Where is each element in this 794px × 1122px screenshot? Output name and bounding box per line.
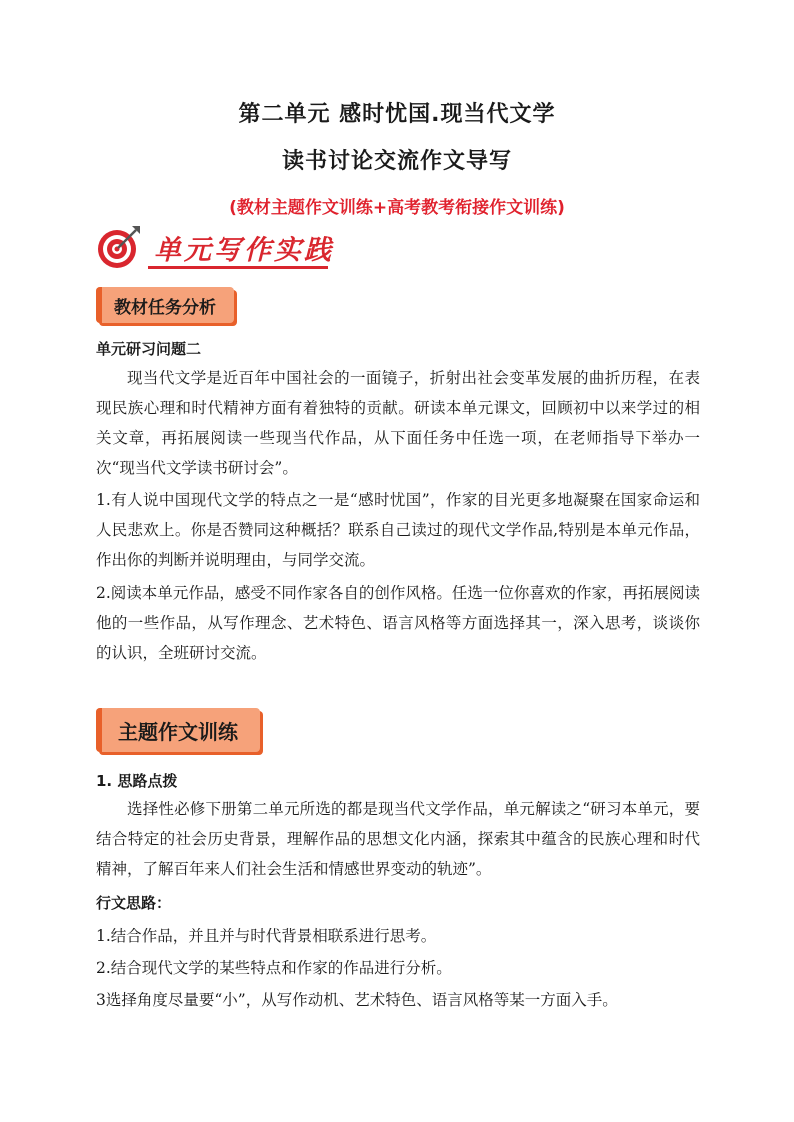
section-tag-textbook-analysis [96, 287, 234, 323]
tag-label: 教材任务分析 [114, 297, 216, 318]
approach-step-2: 2.结合现代文学的某些特点和作家的作品进行分析。 [96, 959, 452, 977]
section1-intro: 现当代文学是近百年中国社会的一面镜子，折射出社会变革发展的曲折历程，在表现民族心理和时代精神方面有着独特的贡献。研读本单元课文，回顾初中以来学过的相关文章，再拓展阅读一些现当代作品，从下面任务中任选一项，在老师指导下举办一次“现当代文学读书研讨会”。 [96, 369, 700, 477]
brand-title: 单元写作实践 [154, 235, 334, 266]
tag-edge [96, 708, 102, 752]
page-subtitle: 读书讨论交流作文导写 [281, 149, 512, 174]
task-item-1: 1.有人说中国现代文学的特点之一是“感时忧国”，作家的目光更多地凝聚在国家命运和人民悲欢上。你是否赞同这种概括？联系自己读过的现代文学作品,特别是本单元作品，作出你的判断并说明理由，与同学交流。 [96, 491, 700, 569]
section1-heading: 单元研习问题二 [96, 340, 202, 358]
red-subtitle: (教材主题作文训练+高考教考衔接作文训练) [229, 198, 565, 218]
tag-label: 主题作文训练 [118, 719, 238, 744]
section2-heading: 1. 思路点拨 [96, 772, 178, 790]
brand-underline [148, 266, 328, 269]
approach-step-1: 1.结合作品，并且并与时代背景相联系进行思考。 [96, 927, 437, 945]
writing-approach-heading: 行文思路： [96, 894, 172, 912]
approach-step-3: 3选择角度尽量要“小”，从写作动机、艺术特色、语言风格等某一方面入手。 [96, 991, 618, 1009]
brand-banner [96, 222, 336, 274]
page-title: 第二单元 感时忧国.现当代文学 [238, 102, 556, 127]
task-item-2: 2.阅读本单元作品，感受不同作家各自的创作风格。任选一位你喜欢的作家，再拓展阅读他的一些作品，从写作理念、艺术特色、语言风格等方面选择其一，深入思考，谈谈你的认识，全班研讨交流。 [96, 584, 700, 662]
section2-intro: 选择性必修下册第二单元所选的都是现当代文学作品，单元解读之“研习本单元，要结合特定的社会历史背景，理解作品的思想文化内涵，探索其中蕴含的民族心理和时代精神，了解百年来人们社会生活和情感世界变动的轨迹”。 [96, 800, 700, 878]
target-icon [96, 224, 142, 270]
section-tag-theme-writing [96, 708, 260, 752]
tag-edge [96, 287, 102, 323]
